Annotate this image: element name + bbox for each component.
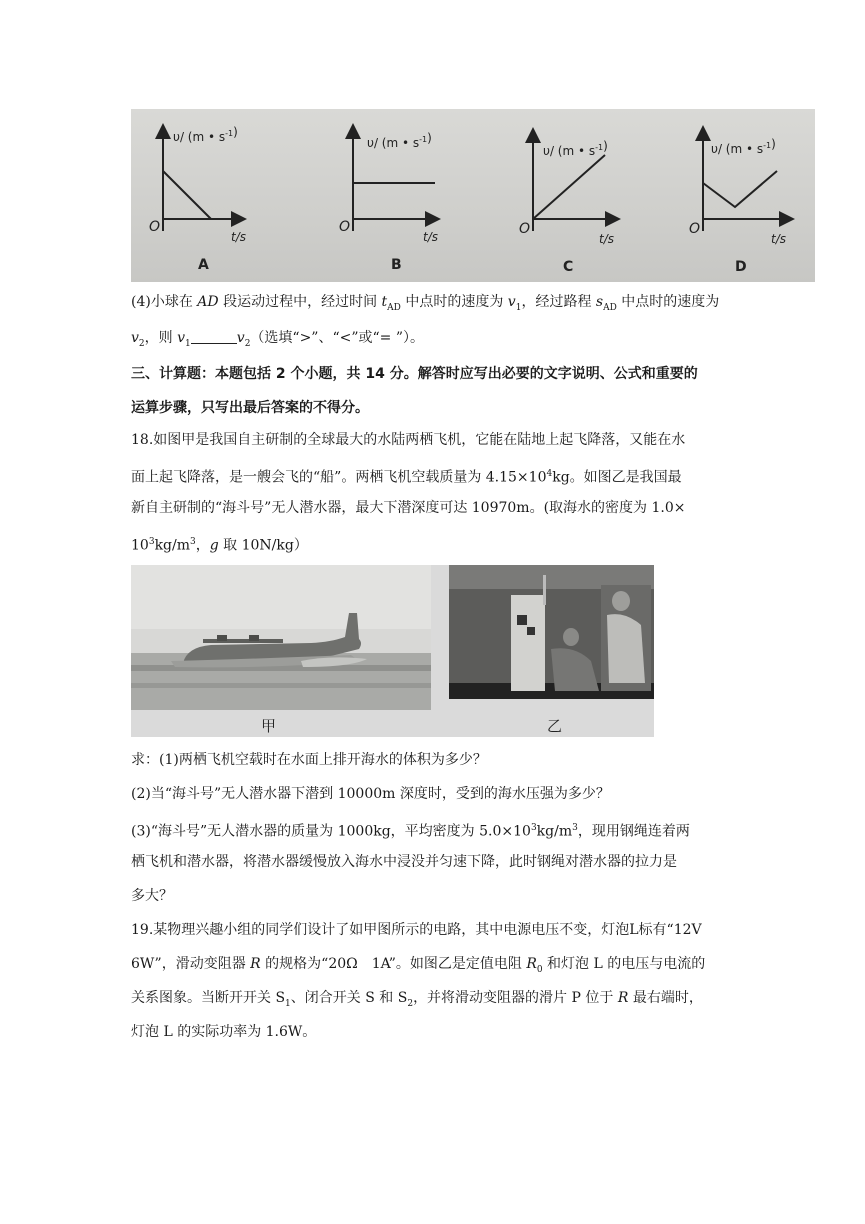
graph-d-t-label: t/s <box>771 232 786 246</box>
graph-a-t-label: t/s <box>231 230 246 244</box>
q19-line4: 灯泡 L 的实际功率为 1.6W。 <box>131 1024 317 1040</box>
svg-text:υ/ (m • s-1): υ/ (m • $s^{-1}$) <box>173 125 238 144</box>
photo-label-right: 乙 <box>547 717 563 735</box>
section3-heading-line1: 三、计算题：本题包括 2 个小题，共 14 分。解答时应写出必要的文字说明、公式和重要的 <box>131 366 698 382</box>
option-c-label: C <box>563 259 574 275</box>
axis-exponent: -1 <box>763 141 772 150</box>
graph-b-t-label: t/s <box>423 230 438 244</box>
axis-exponent: -1 <box>225 129 234 138</box>
svg-text:υ/ (m • s-1): υ/ (m • $s^{-1}$) <box>367 131 432 150</box>
graph-c <box>519 131 617 275</box>
q18-sub3-line1: (3)“海斗号”无人潜水器的质量为 1000kg，平均密度为 $5.0\times 10^3kg/m^3$，现用钢绳连着两 <box>131 823 690 840</box>
answer-blank[interactable] <box>191 329 237 344</box>
q18-sub2: (2)当“海斗号”无人潜水器下潜到 10000m 深度时，受到的海水压强为多少？ <box>131 786 610 802</box>
q18-line1: 18.如图甲是我国自主研制的全球最大的水陆两栖飞机，它能在陆地上起飞降落，又能在水 <box>131 432 686 448</box>
graph-b <box>339 127 438 273</box>
graph-d-origin: O <box>689 221 701 237</box>
q19-line3: 关系图象。当断开开关 $S_1$、闭合开关 S 和 $S_2$，并将滑动变阻器的滑片 P 位于 R 最右端时， <box>131 990 703 1009</box>
q19-line2: 6W”，滑动变阻器 R 的规格为“20Ω 1A”。如图乙是定值电阻 $R_0$ 和灯泡 L 的电压与电流的 <box>131 956 706 975</box>
svg-text:υ/ (m • s-1): υ/ (m • $s^{-1}$) <box>543 139 608 158</box>
option-d-label: D <box>735 259 747 275</box>
amphibious-plane-photo <box>131 565 431 710</box>
q18-line3: 新自主研制的“海斗号”无人潜水器，最大下潜深度可达 10970m。(取海水的密度为 1.0× <box>131 500 686 516</box>
q4-line2: $v_2$，则 $v_1$ $v_2$（选填“>”、“<”或“= ”）。 <box>131 330 425 349</box>
q18-sub3-line3: 多大？ <box>131 888 173 904</box>
axis-exponent: -1 <box>419 135 428 144</box>
submersible-photo <box>449 565 654 699</box>
graph-c-origin: O <box>519 221 531 237</box>
q4-line1: (4)小球在 AD 段运动过程中，经过时间 $t_{AD}$ 中点时的速度为 $v_1$，经过路程 $s_{AD}$ 中点时的速度为 <box>131 294 720 313</box>
q19-line1: 19.某物理兴趣小组的同学们设计了如甲图所示的电路，其中电源电压不变，灯泡L标有“12V <box>131 922 702 938</box>
axis-exponent: -1 <box>595 143 604 152</box>
photo-label-left: 甲 <box>261 717 277 735</box>
graph-a <box>149 125 246 273</box>
svg-text:υ/ (m • s-1): υ/ (m • $s^{-1}$) <box>711 137 776 156</box>
q18-line4: $10^3kg/m^3$，g 取 10N/kg） <box>131 537 308 554</box>
vt-graph-options <box>131 109 815 282</box>
option-a-label: A <box>198 257 209 273</box>
q18-photos-svg <box>131 565 654 737</box>
graph-c-t-label: t/s <box>599 232 614 246</box>
graph-a-origin: O <box>149 219 161 235</box>
section3-heading-line2: 运算步骤，只写出最后答案的不得分。 <box>131 400 369 416</box>
graph-d <box>689 129 791 275</box>
graph-b-origin: O <box>339 219 351 235</box>
q18-sub3-line2: 栖飞机和潜水器，将潜水器缓慢放入海水中浸没并匀速下降，此时钢绳对潜水器的拉力是 <box>131 854 677 870</box>
q18-sub1: 求：(1)两栖飞机空载时在水面上排开海水的体积为多少？ <box>131 752 487 768</box>
q18-line2: 面上起飞降落，是一艘会飞的“船”。两栖飞机空载质量为 $4.15\times 10^4kg$。如图乙是我国最 <box>131 469 682 486</box>
option-b-label: B <box>391 257 402 273</box>
vt-graphs-svg <box>131 109 815 282</box>
q18-photos <box>131 565 654 737</box>
